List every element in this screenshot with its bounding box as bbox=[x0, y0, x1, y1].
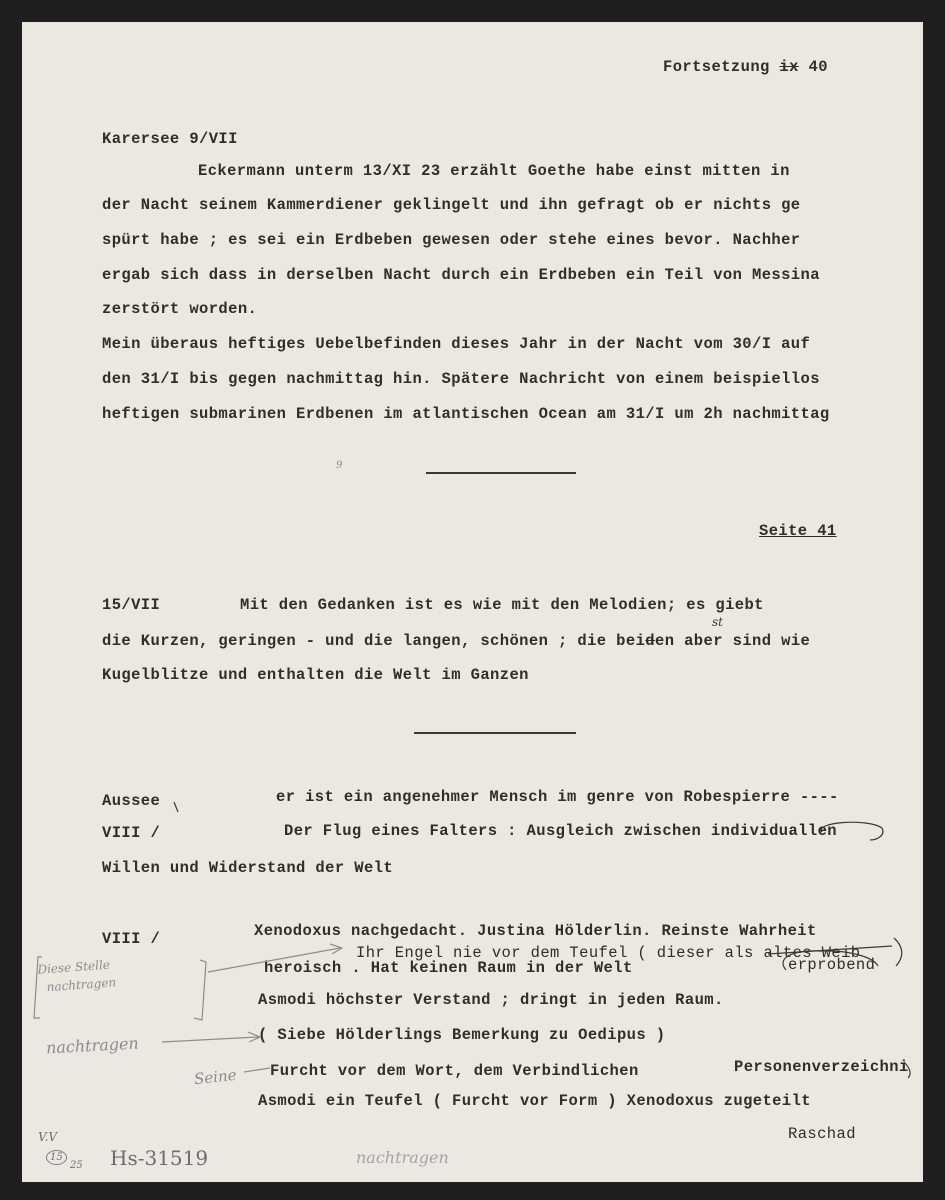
folio-mark: V.V bbox=[38, 1130, 58, 1144]
entry4-month: VIII / bbox=[102, 930, 161, 948]
entry4-line: Furcht vor dem Wort, dem Verbindlichen bbox=[270, 1062, 639, 1080]
entry2-line: Mit den Gedanken ist es wie mit den Melodien; es giebt bbox=[240, 596, 764, 614]
arrow-line bbox=[208, 948, 340, 972]
personen-insert: Personenverzeichni bbox=[734, 1058, 909, 1076]
shelf-mark: Hs-31519 bbox=[110, 1146, 209, 1170]
page-marker: Seite 41 bbox=[759, 522, 837, 540]
entry3-line: er ist ein angenehmer Mensch im genre von Robespierre ---- bbox=[276, 788, 839, 806]
handwritten-strokes bbox=[22, 22, 923, 1182]
margin-note-line: Diese Stelle bbox=[36, 957, 111, 977]
entry1-line: den 31/I bis gegen nachmittag hin. Spätere Nachricht von einem beispiellos bbox=[102, 370, 820, 388]
entry4-line: ( Siebe Hölderlings Bemerkung zu Oedipus ) bbox=[258, 1026, 666, 1044]
entry3-month: VIII / bbox=[102, 824, 161, 842]
entry1-line: zerstört worden. bbox=[102, 300, 258, 318]
entry4-line: heroisch . Hat keinen Raum in der Welt bbox=[264, 959, 633, 977]
folio-circled: 15 bbox=[46, 1150, 67, 1165]
continuation-prefix: Fortsetzung bbox=[663, 58, 770, 76]
altes-weib-underline bbox=[768, 946, 892, 954]
entry2-date: 15/VII bbox=[102, 596, 161, 614]
entry2-line: Kugelblitze und enthalten die Welt im Ganzen bbox=[102, 666, 529, 684]
entry3-line: Der Flug eines Falters : Ausgleich zwischen individuallen bbox=[284, 822, 837, 840]
entry1-place-date: Karersee 9/VII bbox=[102, 130, 238, 148]
pencil-dot: 9 bbox=[336, 460, 343, 471]
bottom-note: nachtragen bbox=[356, 1148, 449, 1167]
margin-note-line: nachtragen bbox=[46, 975, 117, 995]
pencil-tick bbox=[174, 802, 178, 812]
entry4-line: Xenodoxus nachgedacht. Justina Hölderlin. Reinste Wahrheit bbox=[254, 922, 817, 940]
entry1-line: Eckermann unterm 13/XI 23 erzählt Goethe habe einst mitten in bbox=[198, 162, 790, 180]
entry1-line: spürt habe ; es sei ein Erdbeben gewesen oder stehe eines bevor. Nachher bbox=[102, 231, 801, 249]
entry4-line: Asmodi ein Teufel ( Furcht vor Form ) Xenodoxus zugeteilt bbox=[258, 1092, 811, 1110]
entry4-line: Ihr Engel nie vor dem Teufel ( dieser als altes Weib bbox=[356, 944, 861, 962]
arrow-line bbox=[162, 1037, 258, 1042]
page-number: 40 bbox=[808, 58, 828, 76]
entry2-line2-a: die Kurzen, geringen - und die langen, schönen ; die bei bbox=[102, 632, 646, 650]
entry4-line: Asmodi höchster Verstand ; dringt in jeden Raum. bbox=[258, 991, 724, 1009]
weib-bracket bbox=[894, 938, 902, 966]
margin-note: nachtragen bbox=[45, 1033, 140, 1058]
correction-ring bbox=[821, 822, 883, 840]
entry3-line: Willen und Widerstand der Welt bbox=[102, 859, 394, 877]
entry1-line: der Nacht seinem Kammerdiener geklingelt und ihn gefragt ob er nichts ge bbox=[102, 196, 801, 214]
personen-tick bbox=[904, 1062, 910, 1078]
erprobend-insert: erprobend bbox=[788, 956, 876, 974]
arrow-line bbox=[244, 1068, 270, 1072]
entry1-line: ergab sich dass in derselben Nacht durch ein Erdbeben ein Teil von Messina bbox=[102, 266, 820, 284]
struck-letter: d bbox=[645, 632, 655, 650]
entry1-line: Mein überaus heftiges Uebelbefinden dieses Jahr in der Nacht vom 30/I auf bbox=[102, 335, 811, 353]
erprobend-loop bbox=[783, 951, 878, 970]
bracket-right bbox=[194, 960, 206, 1020]
entry1-line: heftigen submarinen Erdbenen im atlantischen Ocean am 31/I um 2h nachmittag bbox=[102, 405, 830, 423]
document-page bbox=[22, 22, 923, 1182]
margin-note: Seine bbox=[193, 1065, 238, 1089]
interlinear-insert: st bbox=[712, 615, 723, 629]
raschad-insert: Raschad bbox=[788, 1125, 856, 1143]
folio-mark: 25 bbox=[70, 1160, 83, 1171]
bracket-left bbox=[34, 957, 42, 1018]
entry3-place: Aussee bbox=[102, 792, 161, 810]
entry2-line2-b: en aber sind wie bbox=[655, 632, 811, 650]
struck-text: ix bbox=[779, 58, 799, 76]
